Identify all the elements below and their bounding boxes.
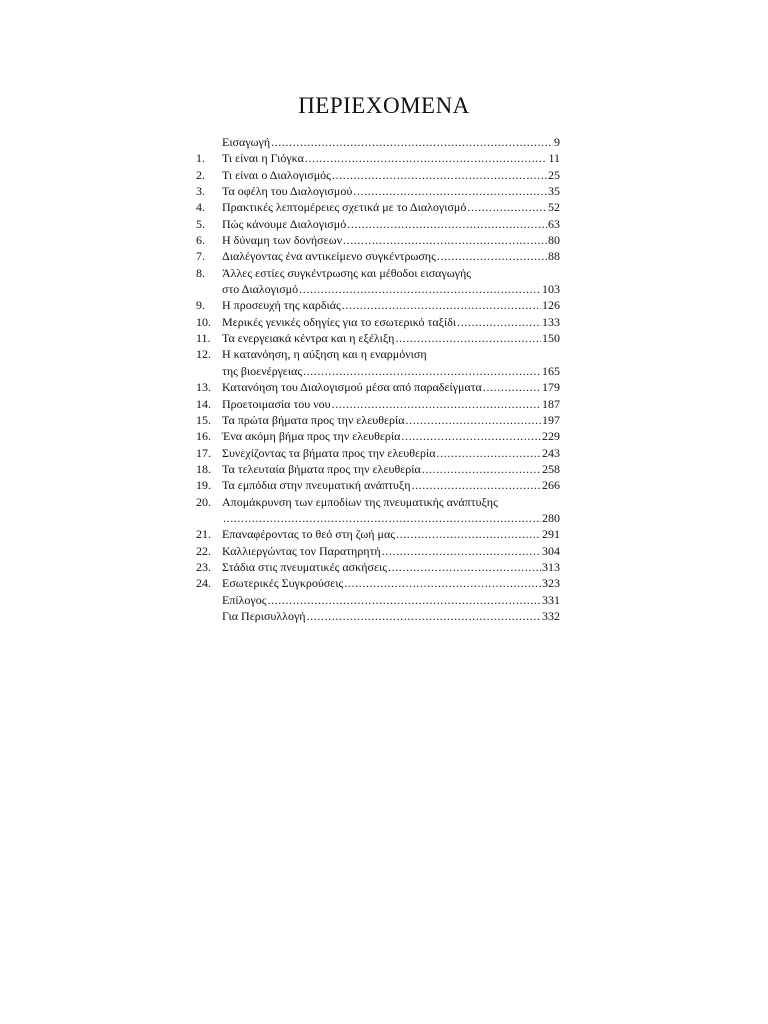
toc-entry-page: 52 bbox=[548, 200, 560, 215]
toc-entry-page: 179 bbox=[542, 380, 560, 395]
toc-entry-title: Κατανόηση του Διαλογισμού μέσα από παραδείγματα bbox=[222, 380, 482, 395]
toc-entry bbox=[196, 265, 560, 281]
toc-leader-dots bbox=[457, 314, 541, 330]
toc-leader-dots bbox=[401, 428, 541, 444]
toc-entry-page: 332 bbox=[542, 608, 560, 623]
toc-entry-line bbox=[222, 379, 560, 395]
toc-entry-line bbox=[222, 396, 560, 412]
toc-entry bbox=[196, 134, 560, 150]
toc-entry-number: 4. bbox=[196, 200, 205, 215]
toc-entry-title: Μερικές γενικές οδηγίες για το εσωτερικό ταξίδι bbox=[222, 314, 457, 329]
toc-entry-title: Διαλέγοντας ένα αντικείμενο συγκέντρωσης bbox=[222, 249, 436, 264]
toc-entry-page: 9 bbox=[554, 135, 560, 149]
toc-entry bbox=[196, 428, 560, 444]
toc-entry-title: Τι είναι ο Διαλογισμός bbox=[222, 167, 331, 182]
toc-entry-number: 14. bbox=[196, 396, 211, 411]
toc-entry bbox=[196, 199, 560, 215]
toc-entry bbox=[196, 379, 560, 395]
toc-entry-page: 187 bbox=[542, 396, 560, 411]
toc-entry-line bbox=[222, 363, 560, 379]
toc-entry-title: Η κατανόηση, η αύξηση και η εναρμόνιση bbox=[222, 347, 427, 362]
toc-leader-dots bbox=[342, 297, 541, 313]
toc-entry bbox=[196, 183, 560, 199]
toc-entry-page: 197 bbox=[542, 412, 560, 427]
toc-entry-line bbox=[222, 494, 560, 510]
toc-entry-title: Στάδια στις πνευματικές ασκήσεις bbox=[222, 559, 387, 574]
toc-entry-title: Απομάκρυνση των εμποδίων της πνευματικής ανάπτυξης bbox=[222, 494, 498, 509]
toc-entry-number: 12. bbox=[196, 347, 211, 362]
toc-entry-title: Επαναφέροντας το θεό στη ζωή μας bbox=[222, 527, 395, 542]
toc-entry-page: 80 bbox=[548, 233, 560, 248]
toc-entry-line bbox=[222, 330, 560, 346]
toc-entry-title: Εσωτερικές Συγκρούσεις bbox=[222, 576, 344, 591]
toc-entry bbox=[196, 543, 560, 559]
toc-entry-title: Ένα ακόμη βήμα προς την ελευθερία bbox=[222, 429, 401, 444]
toc-entry-line bbox=[222, 559, 560, 575]
toc-entry-line bbox=[222, 167, 560, 183]
toc-leader-dots bbox=[332, 396, 541, 412]
toc-entry-page: 243 bbox=[542, 445, 560, 460]
toc-entry-number: 3. bbox=[196, 184, 205, 199]
toc-leader-dots bbox=[299, 281, 541, 297]
toc-leader-dots bbox=[388, 559, 541, 575]
toc-entry-page: 126 bbox=[542, 298, 560, 313]
toc-entry-title: Εισαγωγή bbox=[222, 135, 271, 149]
toc-entry bbox=[196, 412, 560, 428]
toc-leader-dots bbox=[353, 183, 547, 199]
toc-entry-title: Προετοιμασία του νου bbox=[222, 396, 331, 411]
toc-entry bbox=[196, 248, 560, 264]
toc-entry bbox=[196, 445, 560, 461]
toc-entry-title: Τα οφέλη του Διαλογισμού bbox=[222, 184, 353, 199]
toc-entry-line bbox=[222, 297, 560, 313]
toc-entry-line bbox=[222, 281, 560, 297]
toc-entry-line bbox=[222, 412, 560, 428]
toc-leader-dots bbox=[467, 199, 547, 215]
toc-entry-page: 304 bbox=[542, 543, 560, 558]
table-of-contents bbox=[196, 134, 560, 624]
toc-entry-number: 10. bbox=[196, 314, 211, 329]
toc-entry bbox=[196, 477, 560, 493]
toc-entry-title: Τα τελευταία βήματα προς την ελευθερία bbox=[222, 461, 421, 476]
toc-entry bbox=[196, 363, 560, 379]
toc-entry-title: Τα εμπόδια στην πνευματική ανάπτυξη bbox=[222, 478, 411, 493]
toc-entry-page: 258 bbox=[542, 461, 560, 476]
toc-entry-number: 1. bbox=[196, 151, 205, 166]
toc-leader-dots bbox=[332, 167, 547, 183]
toc-entry-number: 16. bbox=[196, 429, 211, 444]
toc-entry bbox=[196, 167, 560, 183]
toc-entry-line bbox=[222, 183, 560, 199]
toc-entry-page: 331 bbox=[542, 592, 560, 607]
toc-entry bbox=[196, 461, 560, 477]
toc-entry bbox=[196, 494, 560, 510]
toc-entry-line bbox=[222, 592, 560, 608]
toc-entry-line bbox=[222, 265, 560, 281]
toc-entry-page: 133 bbox=[542, 314, 560, 329]
toc-entry-line bbox=[222, 428, 560, 444]
toc-entry-page: 103 bbox=[542, 282, 560, 297]
toc-leader-dots bbox=[223, 510, 541, 526]
toc-entry-number: 17. bbox=[196, 445, 211, 460]
toc-leader-dots bbox=[412, 477, 542, 493]
toc-entry-number: 21. bbox=[196, 527, 211, 542]
toc-entry-title: Άλλες εστίες συγκέντρωσης και μέθοδοι εισαγωγής bbox=[222, 265, 471, 280]
page-title: ΠΕΡΙΕΧΟΜΕΝΑ bbox=[298, 93, 470, 118]
toc-entry-number: 15. bbox=[196, 412, 211, 427]
toc-entry bbox=[196, 575, 560, 591]
toc-entry-line bbox=[222, 575, 560, 591]
toc-leader-dots bbox=[305, 150, 548, 166]
toc-entry-number: 7. bbox=[196, 249, 205, 264]
toc-entry-page: 280 bbox=[542, 510, 560, 525]
toc-leader-dots bbox=[382, 543, 541, 559]
toc-entry-number: 24. bbox=[196, 576, 211, 591]
toc-entry bbox=[196, 526, 560, 542]
toc-entry-number: 18. bbox=[196, 461, 211, 476]
toc-entry bbox=[196, 150, 560, 166]
toc-leader-dots bbox=[271, 134, 553, 150]
toc-entry bbox=[196, 330, 560, 346]
toc-entry-page: 11 bbox=[548, 151, 560, 166]
toc-entry bbox=[196, 314, 560, 330]
toc-entry-number: 8. bbox=[196, 265, 205, 280]
toc-entry-line bbox=[222, 477, 560, 493]
toc-entry-title: Συνεχίζοντας τα βήματα προς την ελευθερία bbox=[222, 445, 436, 460]
toc-entry bbox=[196, 281, 560, 297]
toc-entry-page: 266 bbox=[542, 478, 560, 493]
toc-entry bbox=[196, 216, 560, 232]
toc-entry-title: Τι είναι η Γιόγκα bbox=[222, 151, 304, 166]
toc-leader-dots bbox=[343, 232, 547, 248]
toc-entry-page: 313 bbox=[542, 559, 560, 574]
toc-leader-dots bbox=[483, 379, 541, 395]
toc-leader-dots bbox=[307, 608, 541, 624]
toc-entry-number: 23. bbox=[196, 559, 211, 574]
toc-entry-number: 13. bbox=[196, 380, 211, 395]
toc-entry bbox=[196, 396, 560, 412]
toc-entry-line bbox=[222, 461, 560, 477]
toc-entry-number: 19. bbox=[196, 478, 211, 493]
toc-leader-dots bbox=[303, 363, 541, 379]
toc-leader-dots bbox=[268, 592, 542, 608]
toc-entry-line bbox=[222, 232, 560, 248]
toc-entry-number: 2. bbox=[196, 167, 205, 182]
toc-entry-number: 5. bbox=[196, 216, 205, 231]
toc-entry-page: 88 bbox=[548, 249, 560, 264]
toc-entry-number: 6. bbox=[196, 233, 205, 248]
toc-entry bbox=[196, 232, 560, 248]
toc-entry-page: 150 bbox=[542, 331, 560, 346]
toc-leader-dots bbox=[396, 526, 541, 542]
toc-entry-line bbox=[222, 445, 560, 461]
toc-leader-dots bbox=[422, 461, 541, 477]
toc-entry-line bbox=[222, 248, 560, 264]
toc-entry-number: 11. bbox=[196, 331, 211, 346]
toc-entry-number: 20. bbox=[196, 494, 211, 509]
toc-entry bbox=[196, 592, 560, 608]
toc-entry-page: 323 bbox=[542, 576, 560, 591]
toc-entry-line bbox=[222, 314, 560, 330]
toc-entry-number: 9. bbox=[196, 298, 205, 313]
toc-entry-line bbox=[222, 526, 560, 542]
toc-entry-line bbox=[222, 346, 560, 362]
toc-entry bbox=[196, 297, 560, 313]
toc-entry-line bbox=[222, 216, 560, 232]
toc-leader-dots bbox=[344, 575, 541, 591]
toc-entry-title: της βιοενέργειας bbox=[222, 363, 303, 378]
toc-leader-dots bbox=[347, 216, 547, 232]
toc-entry-page: 25 bbox=[548, 167, 560, 182]
toc-entry-line bbox=[222, 510, 560, 526]
toc-entry bbox=[196, 346, 560, 362]
toc-entry-title: Η δύναμη των δονήσεων bbox=[222, 233, 343, 248]
toc-entry-title: Καλλιεργώντας τον Παρατηρητή bbox=[222, 543, 381, 558]
toc-entry-number: 22. bbox=[196, 543, 211, 558]
toc-entry-page: 291 bbox=[542, 527, 560, 542]
toc-leader-dots bbox=[437, 445, 541, 461]
toc-entry-page: 229 bbox=[542, 429, 560, 444]
toc-entry bbox=[196, 510, 560, 526]
toc-leader-dots bbox=[406, 412, 541, 428]
toc-entry-line bbox=[222, 543, 560, 559]
toc-entry-title: Πώς κάνουμε Διαλογισμό bbox=[222, 216, 347, 231]
toc-entry-title: Η προσευχή της καρδιάς bbox=[222, 298, 341, 313]
toc-entry-line bbox=[222, 608, 560, 624]
toc-leader-dots bbox=[437, 248, 547, 264]
toc-entry bbox=[196, 608, 560, 624]
toc-entry-page: 35 bbox=[548, 184, 560, 199]
toc-entry-line bbox=[222, 150, 560, 166]
toc-entry-title: Τα πρώτα βήματα προς την ελευθερία bbox=[222, 412, 405, 427]
toc-entry-line bbox=[222, 134, 560, 150]
toc-entry-title: Για Περισυλλογή bbox=[222, 608, 306, 623]
toc-entry bbox=[196, 559, 560, 575]
toc-entry-title: στο Διαλογισμό bbox=[222, 282, 299, 297]
toc-entry-title: Επίλογος bbox=[222, 592, 267, 607]
toc-entry-line bbox=[222, 199, 560, 215]
toc-entry-page: 165 bbox=[542, 363, 560, 378]
toc-entry-title: Τα ενεργειακά κέντρα και η εξέλιξη bbox=[222, 331, 395, 346]
toc-entry-title: Πρακτικές λεπτομέρειες σχετικά με το Διαλογισμό bbox=[222, 200, 467, 215]
toc-entry-page: 63 bbox=[548, 216, 560, 231]
toc-leader-dots bbox=[395, 330, 541, 346]
